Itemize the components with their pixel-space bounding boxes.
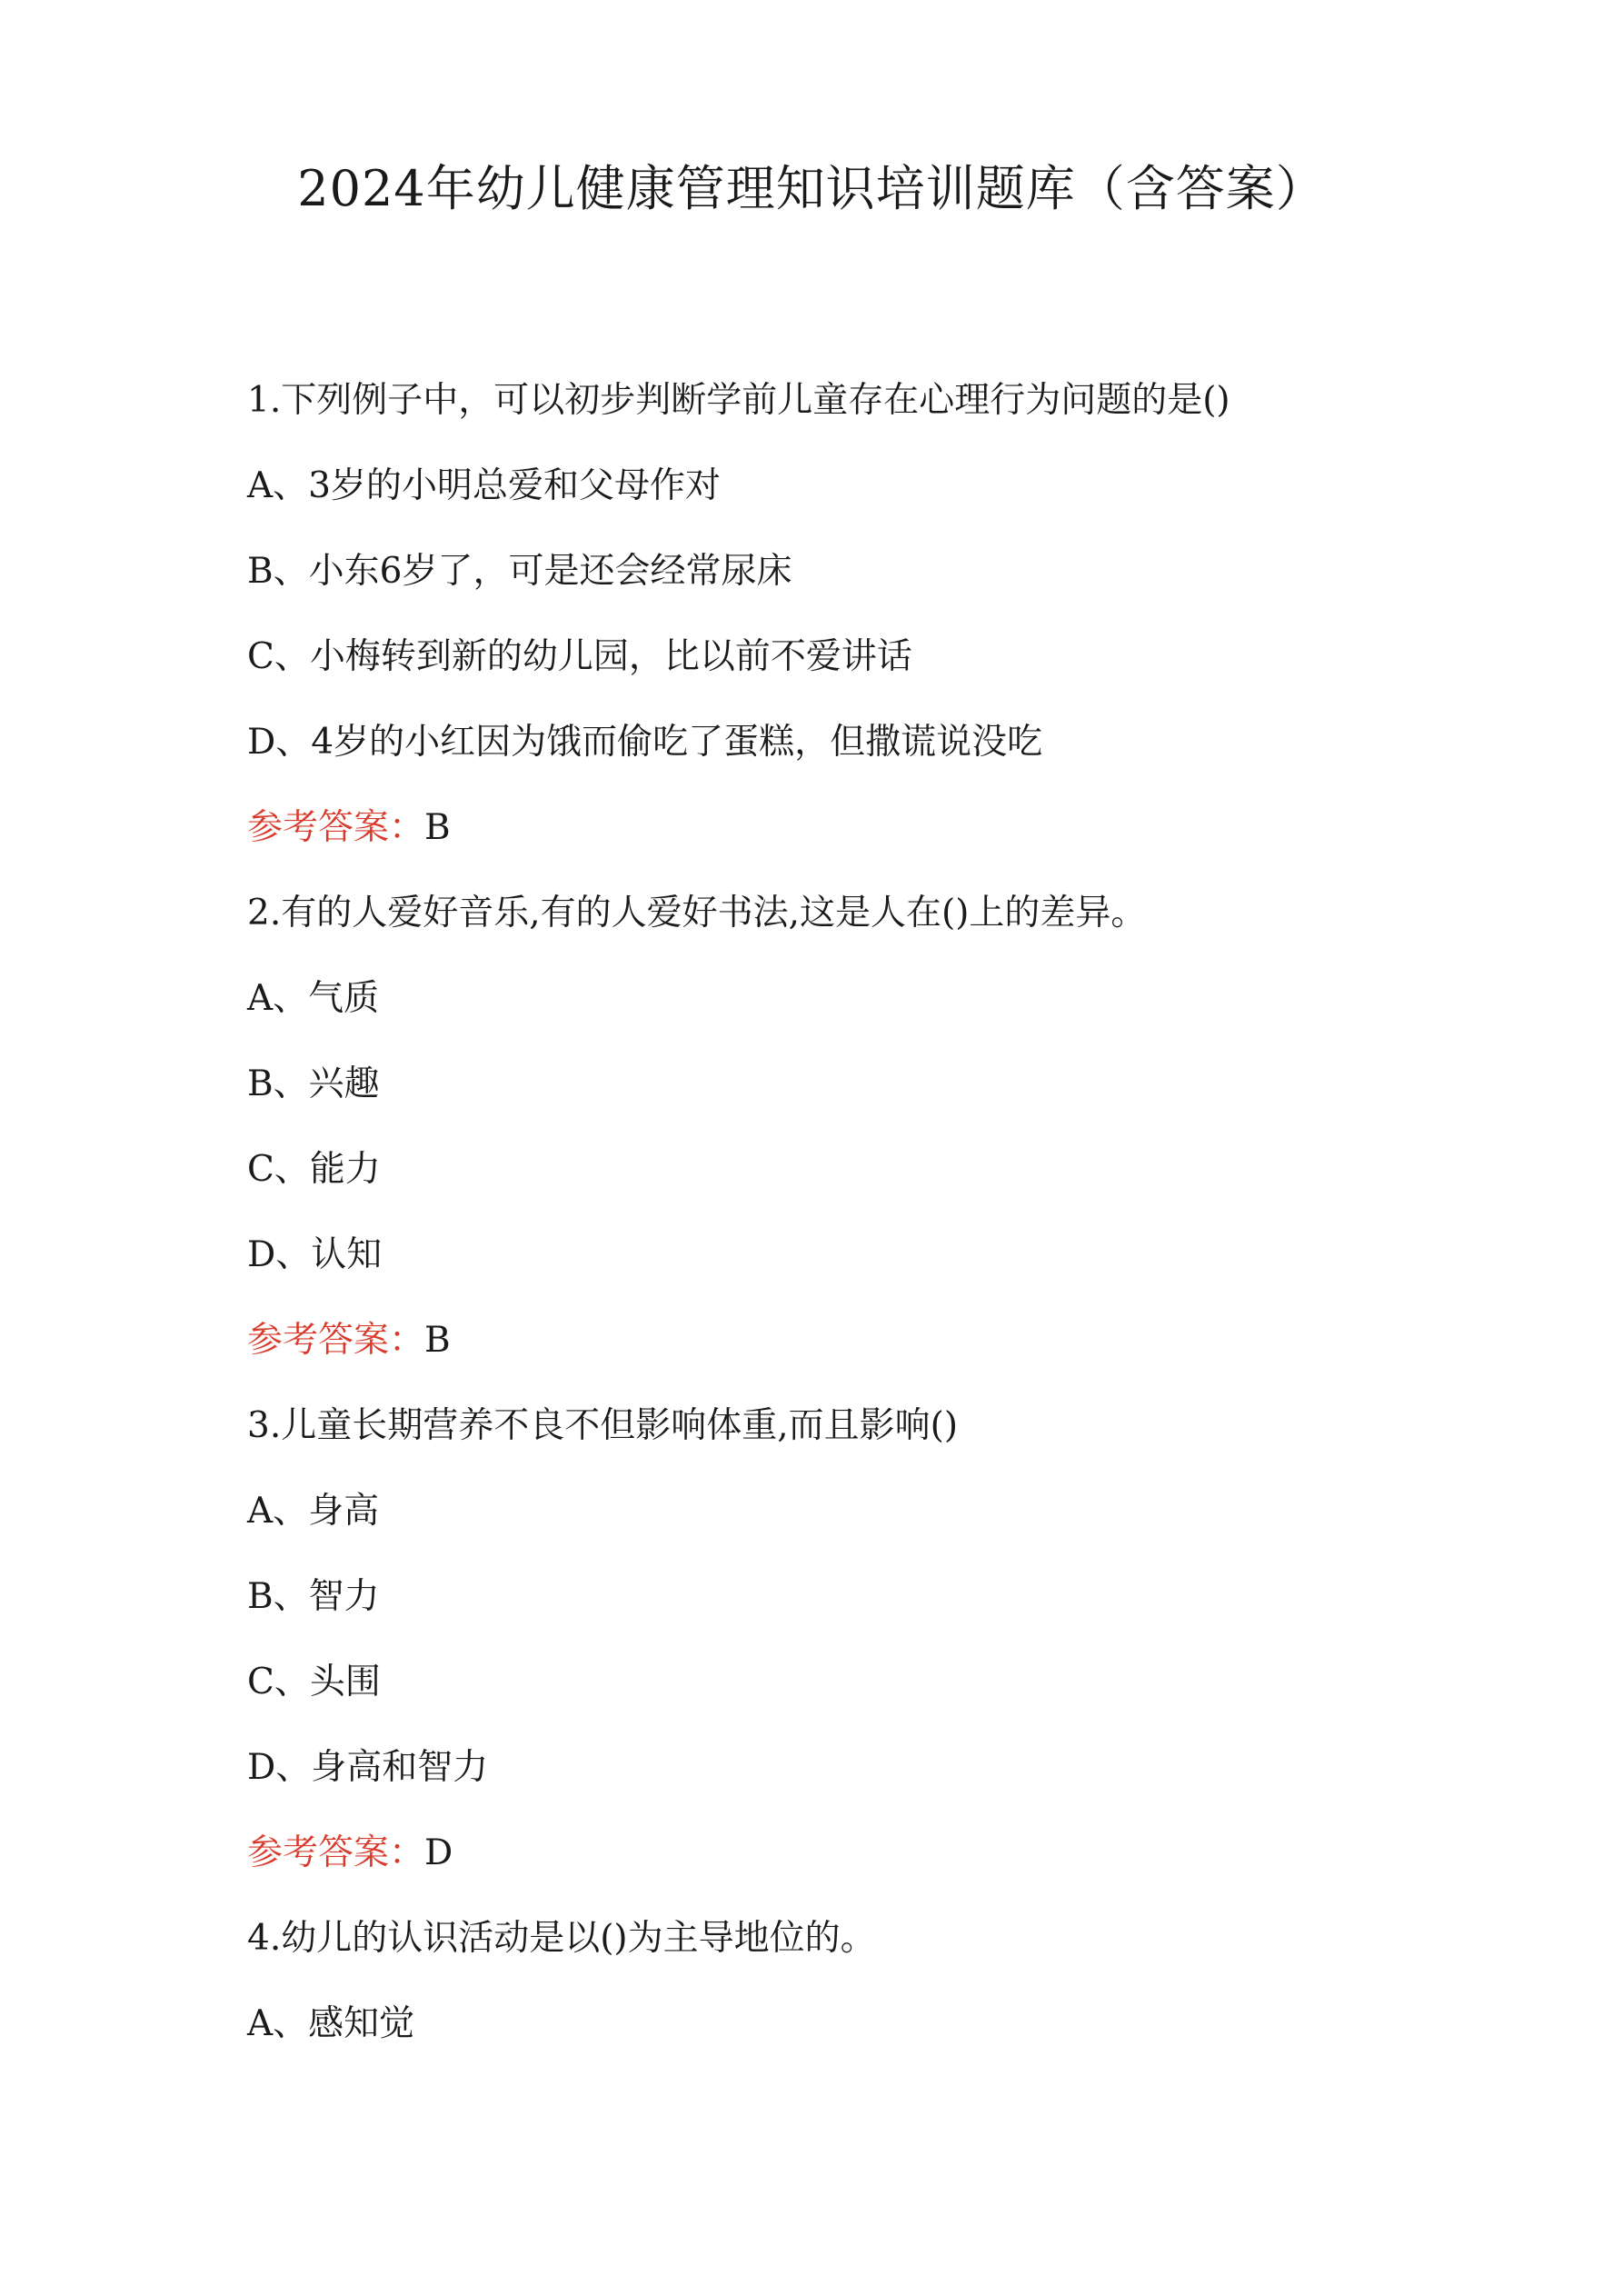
option-b: B、兴趣 bbox=[247, 1063, 380, 1104]
document-title: 2024年幼儿健康管理知识培训题库（含答案） bbox=[297, 160, 1326, 217]
option-c: C、小梅转到新的幼儿园，比以前不爱讲话 bbox=[247, 636, 912, 677]
option-c: C、头围 bbox=[247, 1662, 381, 1702]
question-stem: 4.幼儿的认识活动是以()为主导地位的。 bbox=[247, 1918, 876, 1959]
question-stem: 2.有的人爱好音乐,有的人爱好书法,这是人在()上的差异。 bbox=[247, 893, 1147, 933]
option-d: D、4岁的小红因为饿而偷吃了蛋糕，但撒谎说没吃 bbox=[247, 722, 1043, 763]
option-b: B、智力 bbox=[247, 1576, 380, 1617]
option-a: A、气质 bbox=[247, 978, 380, 1019]
reference-answer bbox=[247, 1811, 1429, 1896]
question-list bbox=[247, 358, 1429, 2067]
option-d: D、身高和智力 bbox=[247, 1747, 489, 1788]
answer-value: B bbox=[424, 1320, 451, 1361]
question-stem: 3.儿童长期营养不良不但影响体重,而且影响() bbox=[247, 1405, 959, 1446]
option-c: C、能力 bbox=[247, 1149, 381, 1190]
answer-label: 参考答案： bbox=[247, 1320, 425, 1361]
option-d: D、认知 bbox=[247, 1234, 383, 1275]
answer-label: 参考答案： bbox=[247, 1832, 425, 1873]
option-b: B、小东6岁了，可是还会经常尿床 bbox=[247, 551, 792, 592]
option-a: A、3岁的小明总爱和父母作对 bbox=[247, 465, 721, 506]
option-a: A、感知觉 bbox=[247, 2003, 415, 2044]
answer-value: B bbox=[424, 807, 451, 848]
question-stem: 1.下列例子中，可以初步判断学前儿童存在心理行为问题的是() bbox=[247, 380, 1230, 421]
answer-value: D bbox=[424, 1832, 453, 1873]
reference-answer bbox=[247, 785, 1429, 871]
answer-label: 参考答案： bbox=[247, 807, 425, 848]
reference-answer bbox=[247, 1298, 1429, 1383]
option-a: A、身高 bbox=[247, 1491, 380, 1532]
